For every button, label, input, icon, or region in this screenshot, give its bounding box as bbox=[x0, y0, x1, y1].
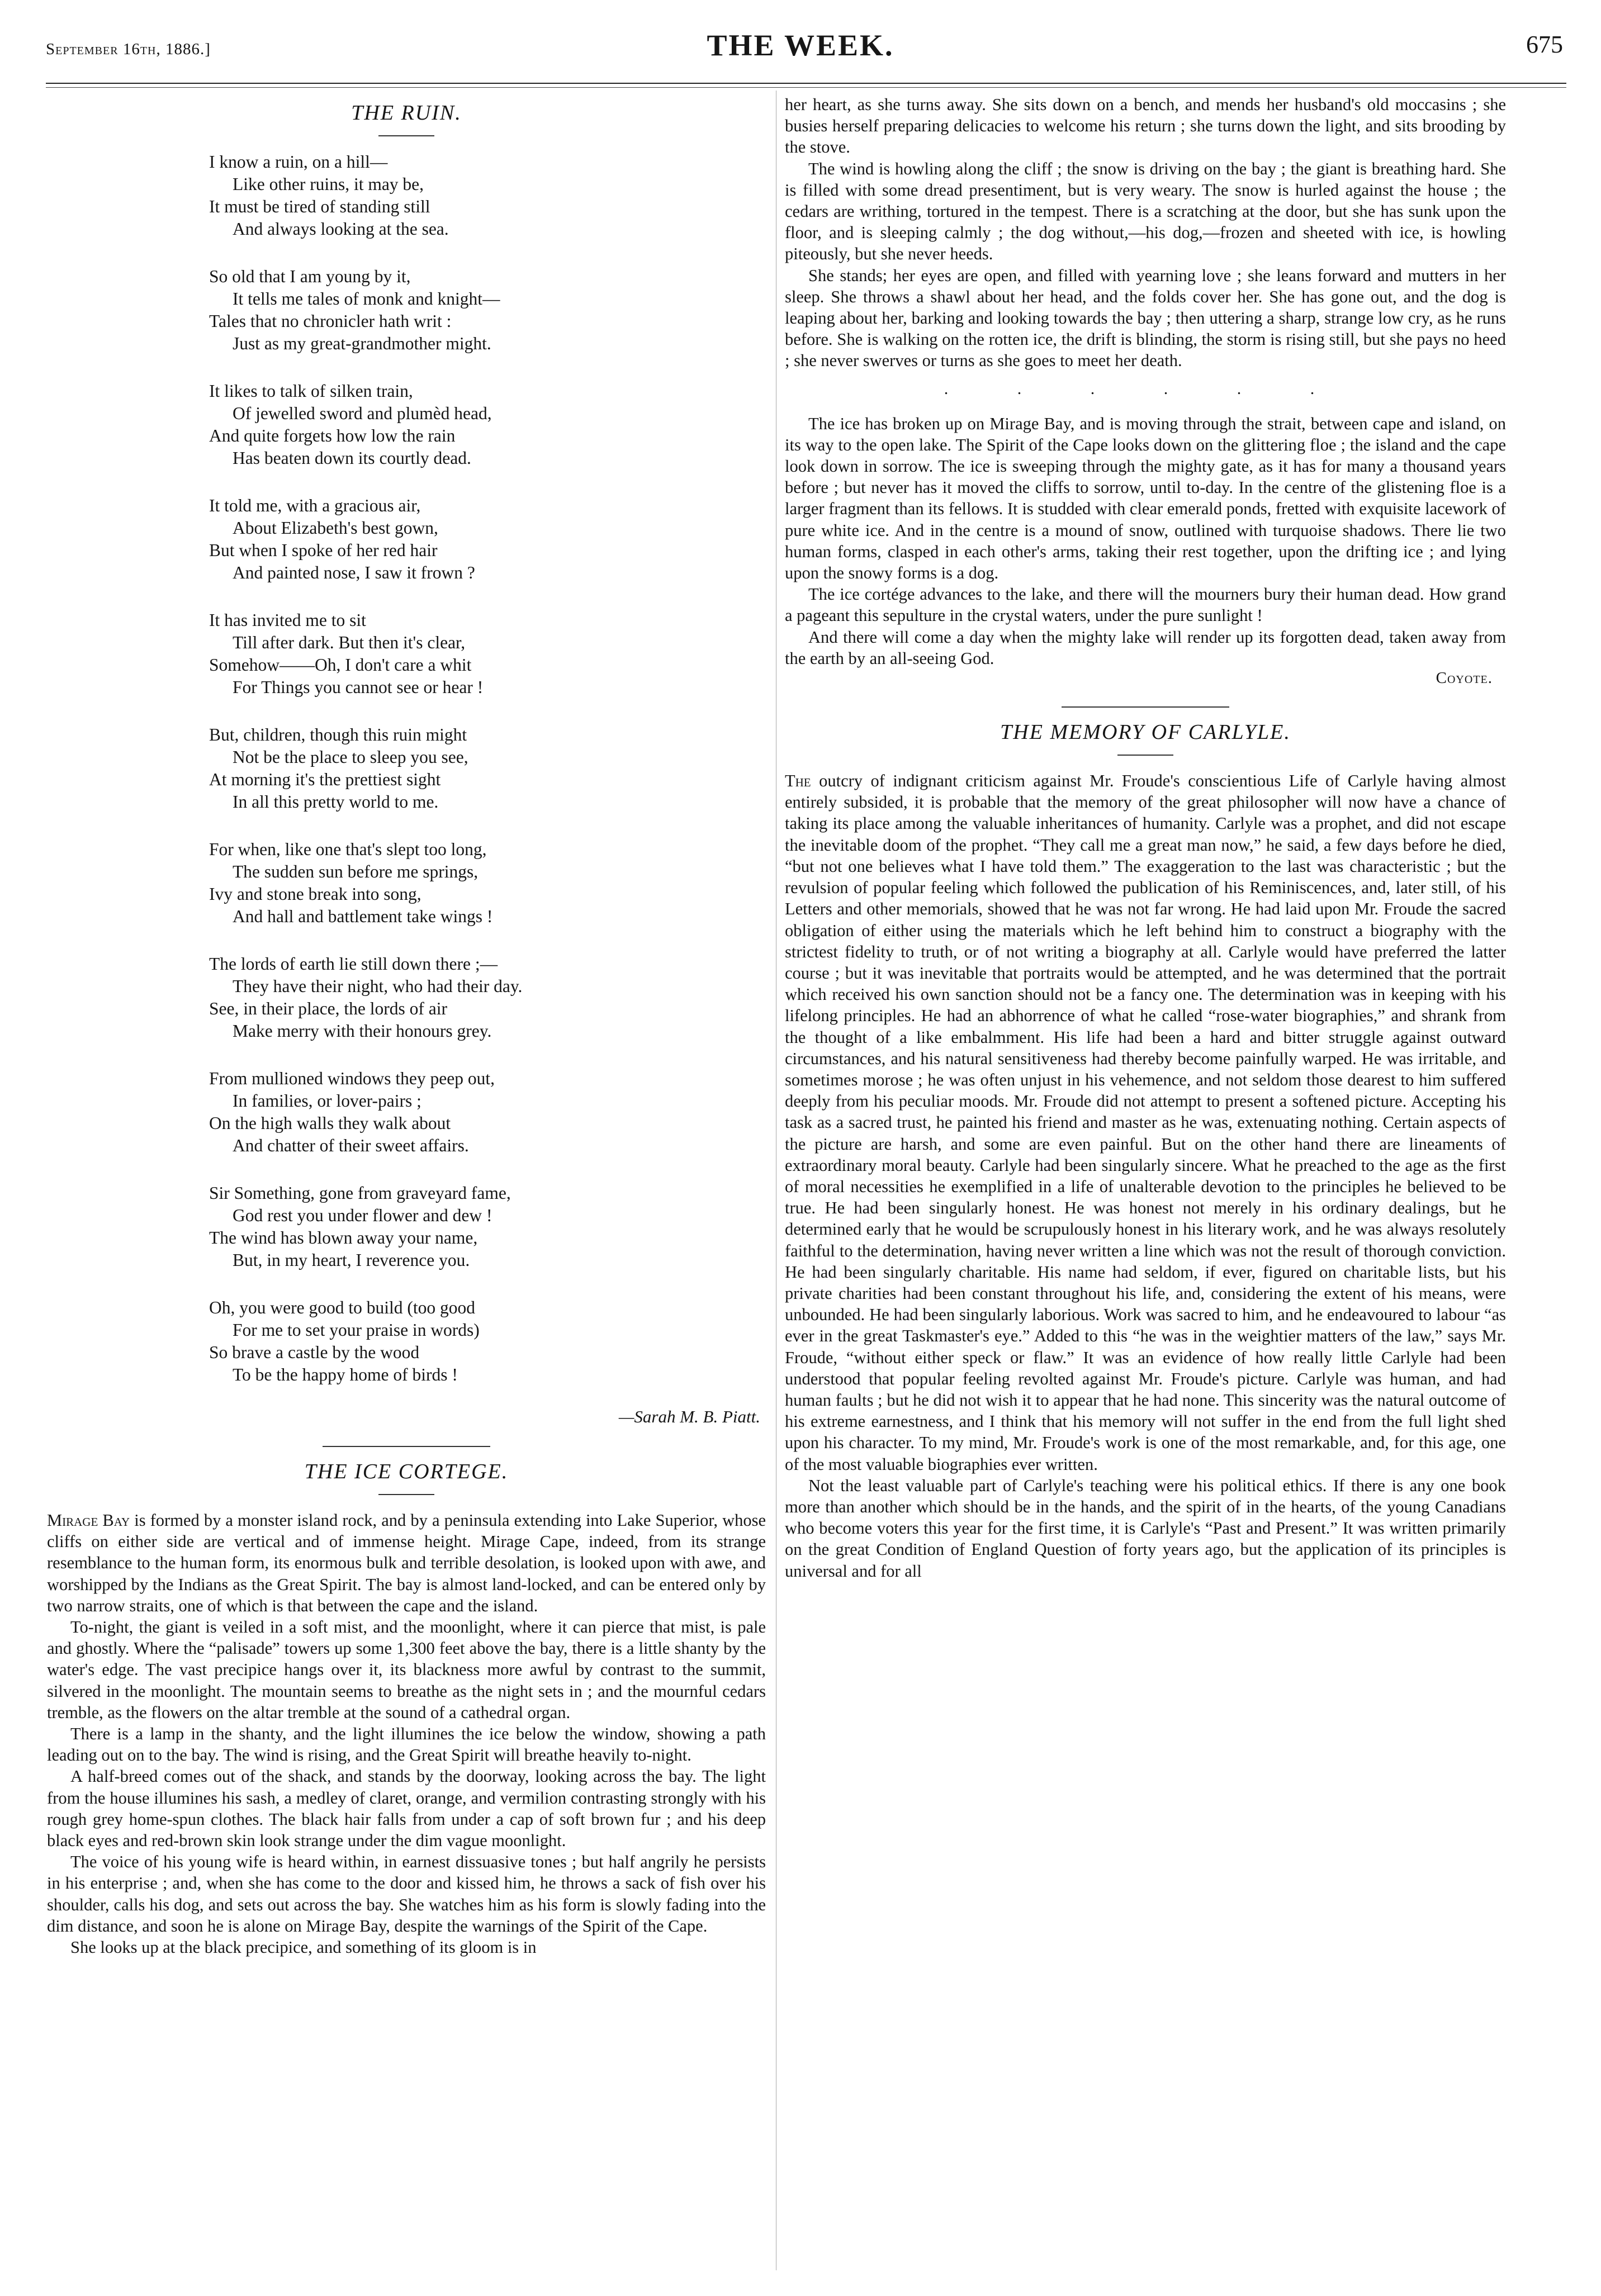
paragraph-text: The ice cortége advances to the lake, and there will the mourners bury their human dead. How grand a pageant this sepulture in the crystal waters, under the pure sunlight ! bbox=[785, 585, 1506, 625]
poem-line: Not be the place to sleep you see, bbox=[233, 747, 468, 767]
section-break-dots: . . . . . . bbox=[944, 379, 1347, 398]
paragraph bbox=[47, 1723, 766, 1766]
poem-line: They have their night, who had their day. bbox=[233, 976, 523, 996]
paragraph-text: The voice of his young wife is heard within, in earnest dissuasive tones ; but half angrily he persists in his enterprise ; and, when she has come to the door and kissed him, he throws a sack of fish over his shoulder, calls his dog, and sets out across the bay. She watches him as his form is slowly fading into the dim distance, and soon he is alone on Mirage Bay, despite the warnings of the Spirit of the Cape. bbox=[47, 1852, 766, 1936]
opening-word: Mirage Bay bbox=[47, 1511, 130, 1530]
poem-line: For when, like one that's slept too long, bbox=[209, 839, 487, 859]
poem-line: And always looking at the sea. bbox=[233, 219, 449, 239]
paragraph bbox=[785, 94, 1506, 158]
paragraph-text: She stands; her eyes are open, and filled with yearning love ; she leans forward and mutters in her sleep. She throws a shawl about her head, and the folds cover her. She has gone out, and the dog is leaping about her, barking and looking towards the bay ; then uttering a sharp, strange low cry, as he runs before. She is walking on the rotten ice, the drift is blinding, the storm is rising still, but she pays no heed ; she never swerves or turns as she goes to meet her death. bbox=[785, 265, 1506, 371]
poem-line: But, children, though this ruin might bbox=[209, 725, 467, 744]
paragraph-text: The ice has broken up on Mirage Bay, and is moving through the strait, between cape and island, on its way to the open lake. The Spirit of the Cape looks down on the glittering floe ; the island and the cape look down in sorrow. The ice is sweeping through the mighty gate, as it has for many a thousand years before ; but never has it moved the cliffs to sorrow, until to-day. In the centre of the glistening floe is a larger fragment than its fellows. It is studded with clear emerald ponds, fretted with exquisite lacework of pure white ice. And in the centre is a mound of snow, outlined with turquoise shadows. There lie two human forms, clasped in each other's arms, taking their rest together, upon the drifting ice ; and lying upon the snowy forms is a dog. bbox=[785, 414, 1506, 583]
poem-line: In all this pretty world to me. bbox=[233, 792, 439, 812]
poem-stanza bbox=[209, 609, 766, 699]
left-column bbox=[47, 94, 766, 1958]
paragraph-text: A half-breed comes out of the shack, and stands by the doorway, looking across the bay. The light from the house illumines his sash, a medley of claret, orange, and vermilion contrasting strongly with his rough grey home-spun clothes. The black hair falls from under a cap of soft brown fur ; and his deep black eyes and red-brown skin look strange under the dim vague moonlight. bbox=[47, 1767, 766, 1851]
poem-line: On the high walls they walk about bbox=[209, 1113, 451, 1133]
paragraph bbox=[785, 770, 1506, 1475]
ice-cortege-ending bbox=[785, 413, 1506, 669]
poem-line: For Things you cannot see or hear ! bbox=[233, 677, 484, 697]
ice-cortege-text bbox=[47, 1510, 766, 1958]
page-number: 675 bbox=[1526, 31, 1563, 58]
poem-stanza bbox=[209, 1182, 766, 1272]
poem-stanza bbox=[209, 953, 766, 1042]
poem-line: I know a ruin, on a hill— bbox=[209, 152, 388, 172]
poem-line: The wind has blown away your name, bbox=[209, 1228, 478, 1247]
poem-line: To be the happy home of birds ! bbox=[233, 1365, 458, 1384]
header-rule bbox=[46, 83, 1566, 84]
poem-attribution: —Sarah M. B. Piatt. bbox=[618, 1407, 760, 1426]
poem-stanza bbox=[209, 1068, 766, 1157]
ruin-poem bbox=[47, 151, 766, 1386]
masthead-title: THE WEEK. bbox=[707, 29, 894, 62]
poem-line: Till after dark. But then it's clear, bbox=[233, 633, 466, 652]
poem-line: The lords of earth lie still down there ;— bbox=[209, 954, 498, 974]
poem-line: And hall and battlement take wings ! bbox=[233, 907, 493, 926]
poem-line: Of jewelled sword and plumèd head, bbox=[233, 404, 492, 423]
section-rule bbox=[1062, 706, 1229, 708]
paragraph bbox=[785, 265, 1506, 372]
poem-line: It told me, with a gracious air, bbox=[209, 496, 421, 515]
poem-line: Oh, you were good to build (too good bbox=[209, 1298, 475, 1317]
poem-stanza bbox=[209, 1297, 766, 1386]
poem-line: God rest you under flower and dew ! bbox=[233, 1206, 492, 1225]
paragraph bbox=[47, 1510, 766, 1616]
paragraph bbox=[47, 1616, 766, 1723]
poem-line: See, in their place, the lords of air bbox=[209, 999, 447, 1018]
poem-line: Ivy and stone break into song, bbox=[209, 884, 421, 904]
poem-line: From mullioned windows they peep out, bbox=[209, 1069, 495, 1088]
paragraph-text: outcry of indignant criticism against Mr. Froude's conscientious Life of Carlyle having almost entirely subsided, it is probable that the memory of the great philosopher will now have a chance of taking its place among the valuable inheritances of humanity. Carlyle was a prophet, and did not escape the inevitable doom of the prophet. “They call me a great man now,” he said, a few days before he died, “but not one believes what I have told them.” The exaggeration to the last was characteristic ; but the revulsion of popular feeling which followed the publication of his Reminiscences, and, later still, of his Letters and other memorials, showed that he was not far wrong. He had laid upon Mr. Froude the sacred obligation of either using the materials which he left behind him to construct a biography with the strictest fidelity to truth, or of not writing a biography at all. Carlyle would have preferred the latter course ; but it was inevitable that portraits would be attempted, and he was determined that the portrait which received his own sanction should not be a fancy one. The determination was in keeping with his lifelong principles. He had an abhorrence of what he called “rose-water biographies,” and shrank from the thought of a like embalmment. His life had been a hard and bitter struggle against outward circumstances, and his natural sensitiveness had thereby become painfully warped. He was irritable, and sometimes morose ; he was often unjust in his vehemence, and not seldom those dearest to him suffered deeply from his peculiar moods. Mr. Froude did not attempt to present a softened picture. Accepting his task as a sacred trust, he painted his friend and master as he was, extenuating nothing. Certain aspects of the picture are harsh, and some are even painful. But on the other hand there are lineaments of extraordinary moral beauty. Carlyle had been singularly sincere. What he preached to the age as the first of moral necessities he exemplified in a life of unalterable devotion to the principles he believed to be true. He had been singularly honest. He was honest not merely in his ordinary dealings, but he determined early that he would be scrupulously honest in his literary work, and he was always resolutely faithful to the determination, having never written a line which was not the result of thorough conviction. He had been singularly charitable. His name had seldom, if ever, figured on charitable lists, but his private charities had been constant throughout his life, and, considering the extent of his means, were unbounded. He had been singularly laborious. Work was sacred to him, and he endeavoured to labour “as ever in the great Taskmaster's eye.” Added to this “he was in the weightier matters of the law,” says Mr. Froude, “without either speck or flaw.” It was an evidence of how really little Carlyle had been understood that popular feeling revolted against Mr. Froude's picture. Carlyle was human, and had human faults ; but he did not wish it to appear that he had none. This sincerity was the natural outcome of his extreme earnestness, and I think that his memory will not suffer in the end from the full light shed upon his character. To my mind, Mr. Froude's work is one of the most remarkable, and, for this age, one of the most valuable biographies ever written. bbox=[785, 771, 1506, 1474]
poem-line: And painted nose, I saw it frown ? bbox=[233, 563, 475, 582]
ice-cortege-title: THE ICE CORTEGE. bbox=[304, 1460, 509, 1483]
section-rule bbox=[323, 1446, 490, 1447]
poem-stanza bbox=[209, 838, 766, 928]
poem-line: Just as my great-grandmother might. bbox=[233, 334, 491, 353]
poem-line: Make merry with their honours grey. bbox=[233, 1021, 492, 1041]
paragraph-text: To-night, the giant is veiled in a soft mist, and the moonlight, where it can pierce that mist, is pale and ghostly. Where the “palisade” towers up some 1,300 feet above the bay, there is a little shanty by the water's edge. The vast precipice hangs over it, its blackness more awful by contrast to the summit, silvered in the moonlight. The mountain seems to breathe as the night sets in ; and the mournful cedars tremble, as the flowers on the altar tremble at the sound of a cathedral organ. bbox=[47, 1617, 766, 1722]
title-rule bbox=[1117, 755, 1173, 756]
paragraph bbox=[785, 584, 1506, 626]
paragraph bbox=[47, 1851, 766, 1937]
ice-cortege-continued bbox=[785, 94, 1506, 372]
opening-word: The bbox=[785, 771, 811, 791]
author-signature: Coyote. bbox=[1436, 669, 1493, 687]
poem-line: It tells me tales of monk and knight— bbox=[233, 289, 500, 309]
issue-date: September 16th, 1886.] bbox=[46, 40, 211, 58]
paragraph-text: The wind is howling along the cliff ; the snow is driving on the bay ; the giant is breathing hard. She is filled with some dread presentiment, but is very weary. The snow is hurled against the house ; the cedars are writhing, tortured in the tempest. There is a scratching at the door, but she has sunk upon the floor, and is sleeping calmly ; the dog without,—his dog,—frozen and sheeted with ice, is howling piteously, but she never heeds. bbox=[785, 159, 1506, 264]
paragraph bbox=[785, 1475, 1506, 1582]
paragraph-text: Not the least valuable part of Carlyle's teaching were his political ethics. If there is any one book more than another which should be in the hands, and the spirit of in the hearts, of the young Canadians who become voters this year for the first time, it is Carlyle's “Past and Present.” It was written primarily on the great Condition of England Question of forty years ago, but the application of its principles is universal and for all bbox=[785, 1476, 1506, 1581]
poem-line: For me to set your praise in words) bbox=[233, 1320, 480, 1340]
carlyle-title: THE MEMORY OF CARLYLE. bbox=[1000, 720, 1291, 744]
poem-line: And chatter of their sweet affairs. bbox=[233, 1136, 469, 1155]
paragraph bbox=[785, 627, 1506, 669]
paragraph bbox=[47, 1937, 766, 1958]
poem-line: At morning it's the prettiest sight bbox=[209, 770, 441, 789]
poem-line: It must be tired of standing still bbox=[209, 197, 430, 216]
poem-line: Tales that no chronicler hath writ : bbox=[209, 311, 452, 331]
poem-stanza bbox=[209, 724, 766, 813]
poem-line: About Elizabeth's best gown, bbox=[233, 518, 438, 538]
paragraph-text: And there will come a day when the mighty lake will render up its forgotten dead, taken away from the earth by an all-seeing God. bbox=[785, 627, 1506, 668]
paragraph-text: She looks up at the black precipice, and something of its gloom is in bbox=[70, 1938, 537, 1957]
poem-stanza bbox=[209, 495, 766, 584]
poem-line: But when I spoke of her red hair bbox=[209, 540, 438, 560]
poem-line: The sudden sun before me springs, bbox=[233, 862, 479, 881]
title-rule bbox=[378, 1494, 434, 1495]
poem-line: So brave a castle by the wood bbox=[209, 1343, 420, 1362]
poem-line: Sir Something, gone from graveyard fame, bbox=[209, 1183, 511, 1203]
paragraph bbox=[785, 158, 1506, 265]
poem-line: It has invited me to sit bbox=[209, 610, 366, 630]
title-rule bbox=[378, 135, 434, 136]
ruin-title: THE RUIN. bbox=[351, 101, 462, 125]
poem-stanza bbox=[209, 380, 766, 469]
paragraph bbox=[785, 413, 1506, 584]
poem-line: Has beaten down its courtly dead. bbox=[233, 448, 471, 468]
poem-line: It likes to talk of silken train, bbox=[209, 381, 413, 401]
poem-line: But, in my heart, I reverence you. bbox=[233, 1250, 470, 1270]
poem-line: Somehow——Oh, I don't care a whit bbox=[209, 655, 472, 675]
poem-line: So old that I am young by it, bbox=[209, 267, 411, 286]
header-rule-thin bbox=[46, 87, 1566, 88]
paragraph-text: There is a lamp in the shanty, and the light illumines the ice below the window, showing a path leading out on to the bay. The wind is rising, and the Great Spirit will breathe heavily to-night. bbox=[47, 1724, 766, 1765]
carlyle-text bbox=[785, 770, 1506, 1582]
poem-line: In families, or lover-pairs ; bbox=[233, 1091, 421, 1111]
poem-line: Like other ruins, it may be, bbox=[233, 174, 424, 194]
right-column bbox=[785, 94, 1506, 1582]
poem-line: And quite forgets how low the rain bbox=[209, 426, 456, 445]
paragraph bbox=[47, 1766, 766, 1851]
poem-stanza bbox=[209, 265, 766, 355]
paragraph-text: her heart, as she turns away. She sits down on a bench, and mends her husband's old moccasins ; she busies herself preparing delicacies to welcome his return ; she turns down the light, and sits brooding by the stove. bbox=[785, 95, 1506, 157]
paragraph-text: is formed by a monster island rock, and by a peninsula extending into Lake Superior, whose cliffs on either side are vertical and of immense height. Mirage Cape, indeed, from its strange resemblance to the human form, its enormous bulk and terrible desolation, is looked upon with awe, and worshipped by the Indians as the Great Spirit. The bay is almost land-locked, and can be entered only by two narrow straits, one of which is that between the cape and the island. bbox=[47, 1511, 766, 1615]
poem-stanza bbox=[209, 151, 766, 240]
